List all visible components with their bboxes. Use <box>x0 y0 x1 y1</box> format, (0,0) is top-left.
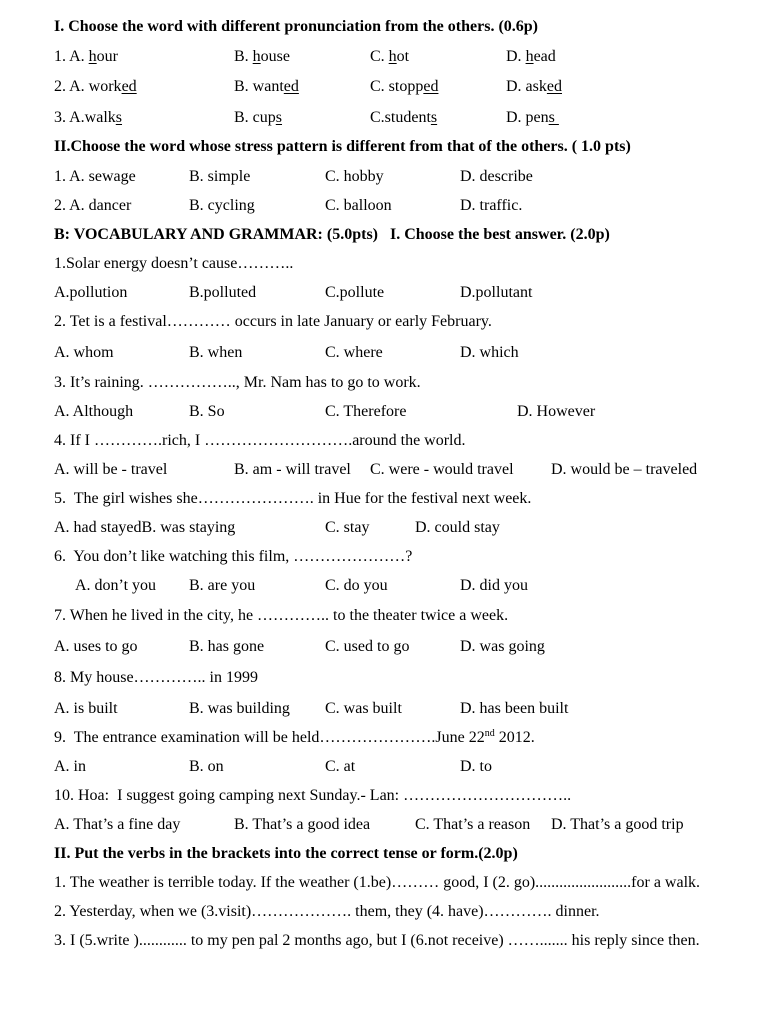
question-3-options <box>0 402 768 422</box>
option-d: D. to <box>460 758 492 775</box>
exercise-text: 3. I (5.write )............ to my pen pal 2 months ago, but I (6.not receive) ……....... his reply since then. <box>54 932 700 949</box>
pronunciation-question-2 <box>0 77 768 97</box>
underlined-sound: ed <box>121 78 137 95</box>
option-prefix: 2. A. work <box>54 78 122 95</box>
verbs-heading-line <box>0 844 768 864</box>
question-text <box>54 728 535 750</box>
option-prefix: D. <box>506 48 526 65</box>
pronunciation-heading-line <box>0 17 768 37</box>
stress-heading-line <box>0 137 768 157</box>
option-a: A. don’t you <box>75 577 157 594</box>
question-text-main: 9. The entrance examination will be held………………….June 22 <box>54 729 485 746</box>
exercise-text: 1. The weather is terrible today. If the weather (1.be)……… good, I (2. go)........................for a walk. <box>54 874 701 891</box>
question-text-end: 2012. <box>494 729 535 746</box>
option-a: A. Although <box>54 403 134 420</box>
underlined-sound: h <box>525 48 534 65</box>
option-d <box>506 77 562 97</box>
option-b <box>234 108 282 128</box>
option-d: D. could stay <box>415 519 500 536</box>
option-c <box>370 47 409 67</box>
question-2-options <box>0 343 768 363</box>
option-prefix: B. <box>234 48 253 65</box>
option-a: A. uses to go <box>54 638 138 655</box>
underlined-sound: s <box>115 109 123 126</box>
option-ab-group <box>54 518 235 538</box>
question-text: 2. Tet is a festival………… occurs in late January or early February. <box>54 313 492 330</box>
option-c: C. Therefore <box>325 403 407 420</box>
option-a: 2. A. dancer <box>54 197 132 214</box>
pronunciation-question-1 <box>0 47 768 67</box>
question-8-options <box>0 699 768 719</box>
section-heading: B: VOCABULARY AND GRAMMAR: (5.0pts) I. Choose the best answer. (2.0p) <box>54 226 610 243</box>
option-c: C. That’s a reason <box>415 816 531 833</box>
option-a: A. whom <box>54 344 114 361</box>
option-a <box>54 108 122 128</box>
option-suffix: our <box>96 48 118 65</box>
option-prefix: D. ask <box>506 78 547 95</box>
stress-question-1 <box>0 167 768 187</box>
option-d: D. was going <box>460 638 545 655</box>
question-4-options <box>0 460 768 480</box>
option-a <box>54 47 118 67</box>
option-c: C. balloon <box>325 197 392 214</box>
option-prefix: C. stopp <box>370 78 424 95</box>
option-b: B.polluted <box>189 284 257 301</box>
underlined-sound: s <box>548 109 559 126</box>
option-b: B. That’s a good idea <box>234 816 371 833</box>
question-6-options <box>0 576 768 596</box>
option-a: A.pollution <box>54 284 128 301</box>
option-b: B. has gone <box>189 638 265 655</box>
question-2-stem <box>0 312 768 332</box>
option-b: B. was building <box>189 700 290 717</box>
option-d: D. However <box>517 403 596 420</box>
option-a: 1. A. sewage <box>54 168 136 185</box>
option-d: D.pollutant <box>460 284 533 301</box>
question-text: 7. When he lived in the city, he ………….. to the theater twice a week. <box>54 607 509 624</box>
option-a <box>54 77 137 97</box>
section-heading: I. Choose the word with different pronunciation from the others. (0.6p) <box>54 18 538 35</box>
verb-exercise-2 <box>0 902 768 922</box>
option-d: D. did you <box>460 577 528 594</box>
question-8-stem <box>0 668 768 688</box>
option-prefix: B. want <box>234 78 284 95</box>
option-prefix: D. pen <box>506 109 549 126</box>
option-c: C. was built <box>325 700 402 717</box>
question-text: 6. You don’t like watching this film, …………………? <box>54 548 413 565</box>
option-c: C. used to go <box>325 638 410 655</box>
option-c: C. where <box>325 344 383 361</box>
option-c: C. do you <box>325 577 388 594</box>
question-text: 4. If I ………….rich, I ……………………….around the world. <box>54 432 466 449</box>
underlined-sound: ed <box>546 78 562 95</box>
option-b: B. simple <box>189 168 251 185</box>
question-6-stem <box>0 547 768 567</box>
underlined-sound: s <box>275 109 283 126</box>
question-text: 1.Solar energy doesn’t cause……….. <box>54 255 294 272</box>
underlined-sound: h <box>88 48 97 65</box>
question-text: 10. Hoa: I suggest going camping next Sunday.- Lan: ………………………….. <box>54 787 572 804</box>
question-text: 8. My house………….. in 1999 <box>54 669 258 686</box>
option-prefix: 3. A.walk <box>54 109 116 126</box>
question-1-options <box>0 283 768 303</box>
section-heading: II.Choose the word whose stress pattern is different from that of the others. ( 1.0 pts) <box>54 138 631 155</box>
section-heading: II. Put the verbs in the brackets into the correct tense or form.(2.0p) <box>54 845 518 862</box>
verb-exercise-1 <box>0 873 768 893</box>
question-9-stem <box>0 728 768 748</box>
question-1-stem <box>0 254 768 274</box>
question-3-stem <box>0 373 768 393</box>
option-b: B. So <box>189 403 225 420</box>
underlined-sound: h <box>252 48 261 65</box>
option-a: A. is built <box>54 700 118 717</box>
option-b: B. was staying <box>141 519 236 536</box>
option-a: A. That’s a fine day <box>54 816 181 833</box>
underlined-sound: s <box>430 109 438 126</box>
underlined-sound: ed <box>283 78 299 95</box>
option-prefix: C. <box>370 48 389 65</box>
option-c <box>370 77 438 97</box>
question-4-stem <box>0 431 768 451</box>
option-d: D. That’s a good trip <box>551 816 684 833</box>
option-b: B. are you <box>189 577 256 594</box>
stress-question-2 <box>0 196 768 216</box>
option-b <box>234 77 299 97</box>
option-d <box>506 108 559 128</box>
option-b <box>234 47 290 67</box>
option-c: C. were - would travel <box>370 461 514 478</box>
option-suffix: ead <box>533 48 556 65</box>
option-d: D. has been built <box>460 700 569 717</box>
option-prefix: B. cup <box>234 109 276 126</box>
underlined-sound: h <box>388 48 397 65</box>
question-10-stem <box>0 786 768 806</box>
option-d: D. describe <box>460 168 533 185</box>
option-b: B. cycling <box>189 197 255 214</box>
option-a: A. will be - travel <box>54 461 168 478</box>
question-7-stem <box>0 606 768 626</box>
verb-exercise-3 <box>0 931 768 951</box>
question-5-options <box>0 518 768 538</box>
question-10-options <box>0 815 768 835</box>
option-a: A. had stayed <box>54 519 142 536</box>
question-5-stem <box>0 489 768 509</box>
option-b: B. am - will travel <box>234 461 351 478</box>
option-c <box>370 108 437 128</box>
question-7-options <box>0 637 768 657</box>
pronunciation-question-3 <box>0 108 768 128</box>
option-b: B. on <box>189 758 224 775</box>
option-prefix: 1. A. <box>54 48 89 65</box>
option-a: A. in <box>54 758 86 775</box>
option-c: C. hobby <box>325 168 384 185</box>
option-prefix: C.student <box>370 109 431 126</box>
option-c: C.pollute <box>325 284 385 301</box>
option-d: D. would be – traveled <box>551 461 698 478</box>
option-d: D. which <box>460 344 519 361</box>
option-d <box>506 47 556 67</box>
underlined-sound: ed <box>423 78 439 95</box>
ordinal-suffix: nd <box>484 728 495 739</box>
option-d: D. traffic. <box>460 197 523 214</box>
question-text: 3. It’s raining. …………….., Mr. Nam has to go to work. <box>54 374 421 391</box>
question-text: 5. The girl wishes she…………………. in Hue for the festival next week. <box>54 490 532 507</box>
option-suffix: ouse <box>260 48 290 65</box>
option-b: B. when <box>189 344 243 361</box>
question-9-options <box>0 757 768 777</box>
option-c: C. stay <box>325 519 370 536</box>
option-c: C. at <box>325 758 356 775</box>
option-suffix: ot <box>396 48 410 65</box>
vocabulary-heading-line <box>0 225 768 245</box>
exercise-text: 2. Yesterday, when we (3.visit)………………. them, they (4. have)…………. dinner. <box>54 903 600 920</box>
